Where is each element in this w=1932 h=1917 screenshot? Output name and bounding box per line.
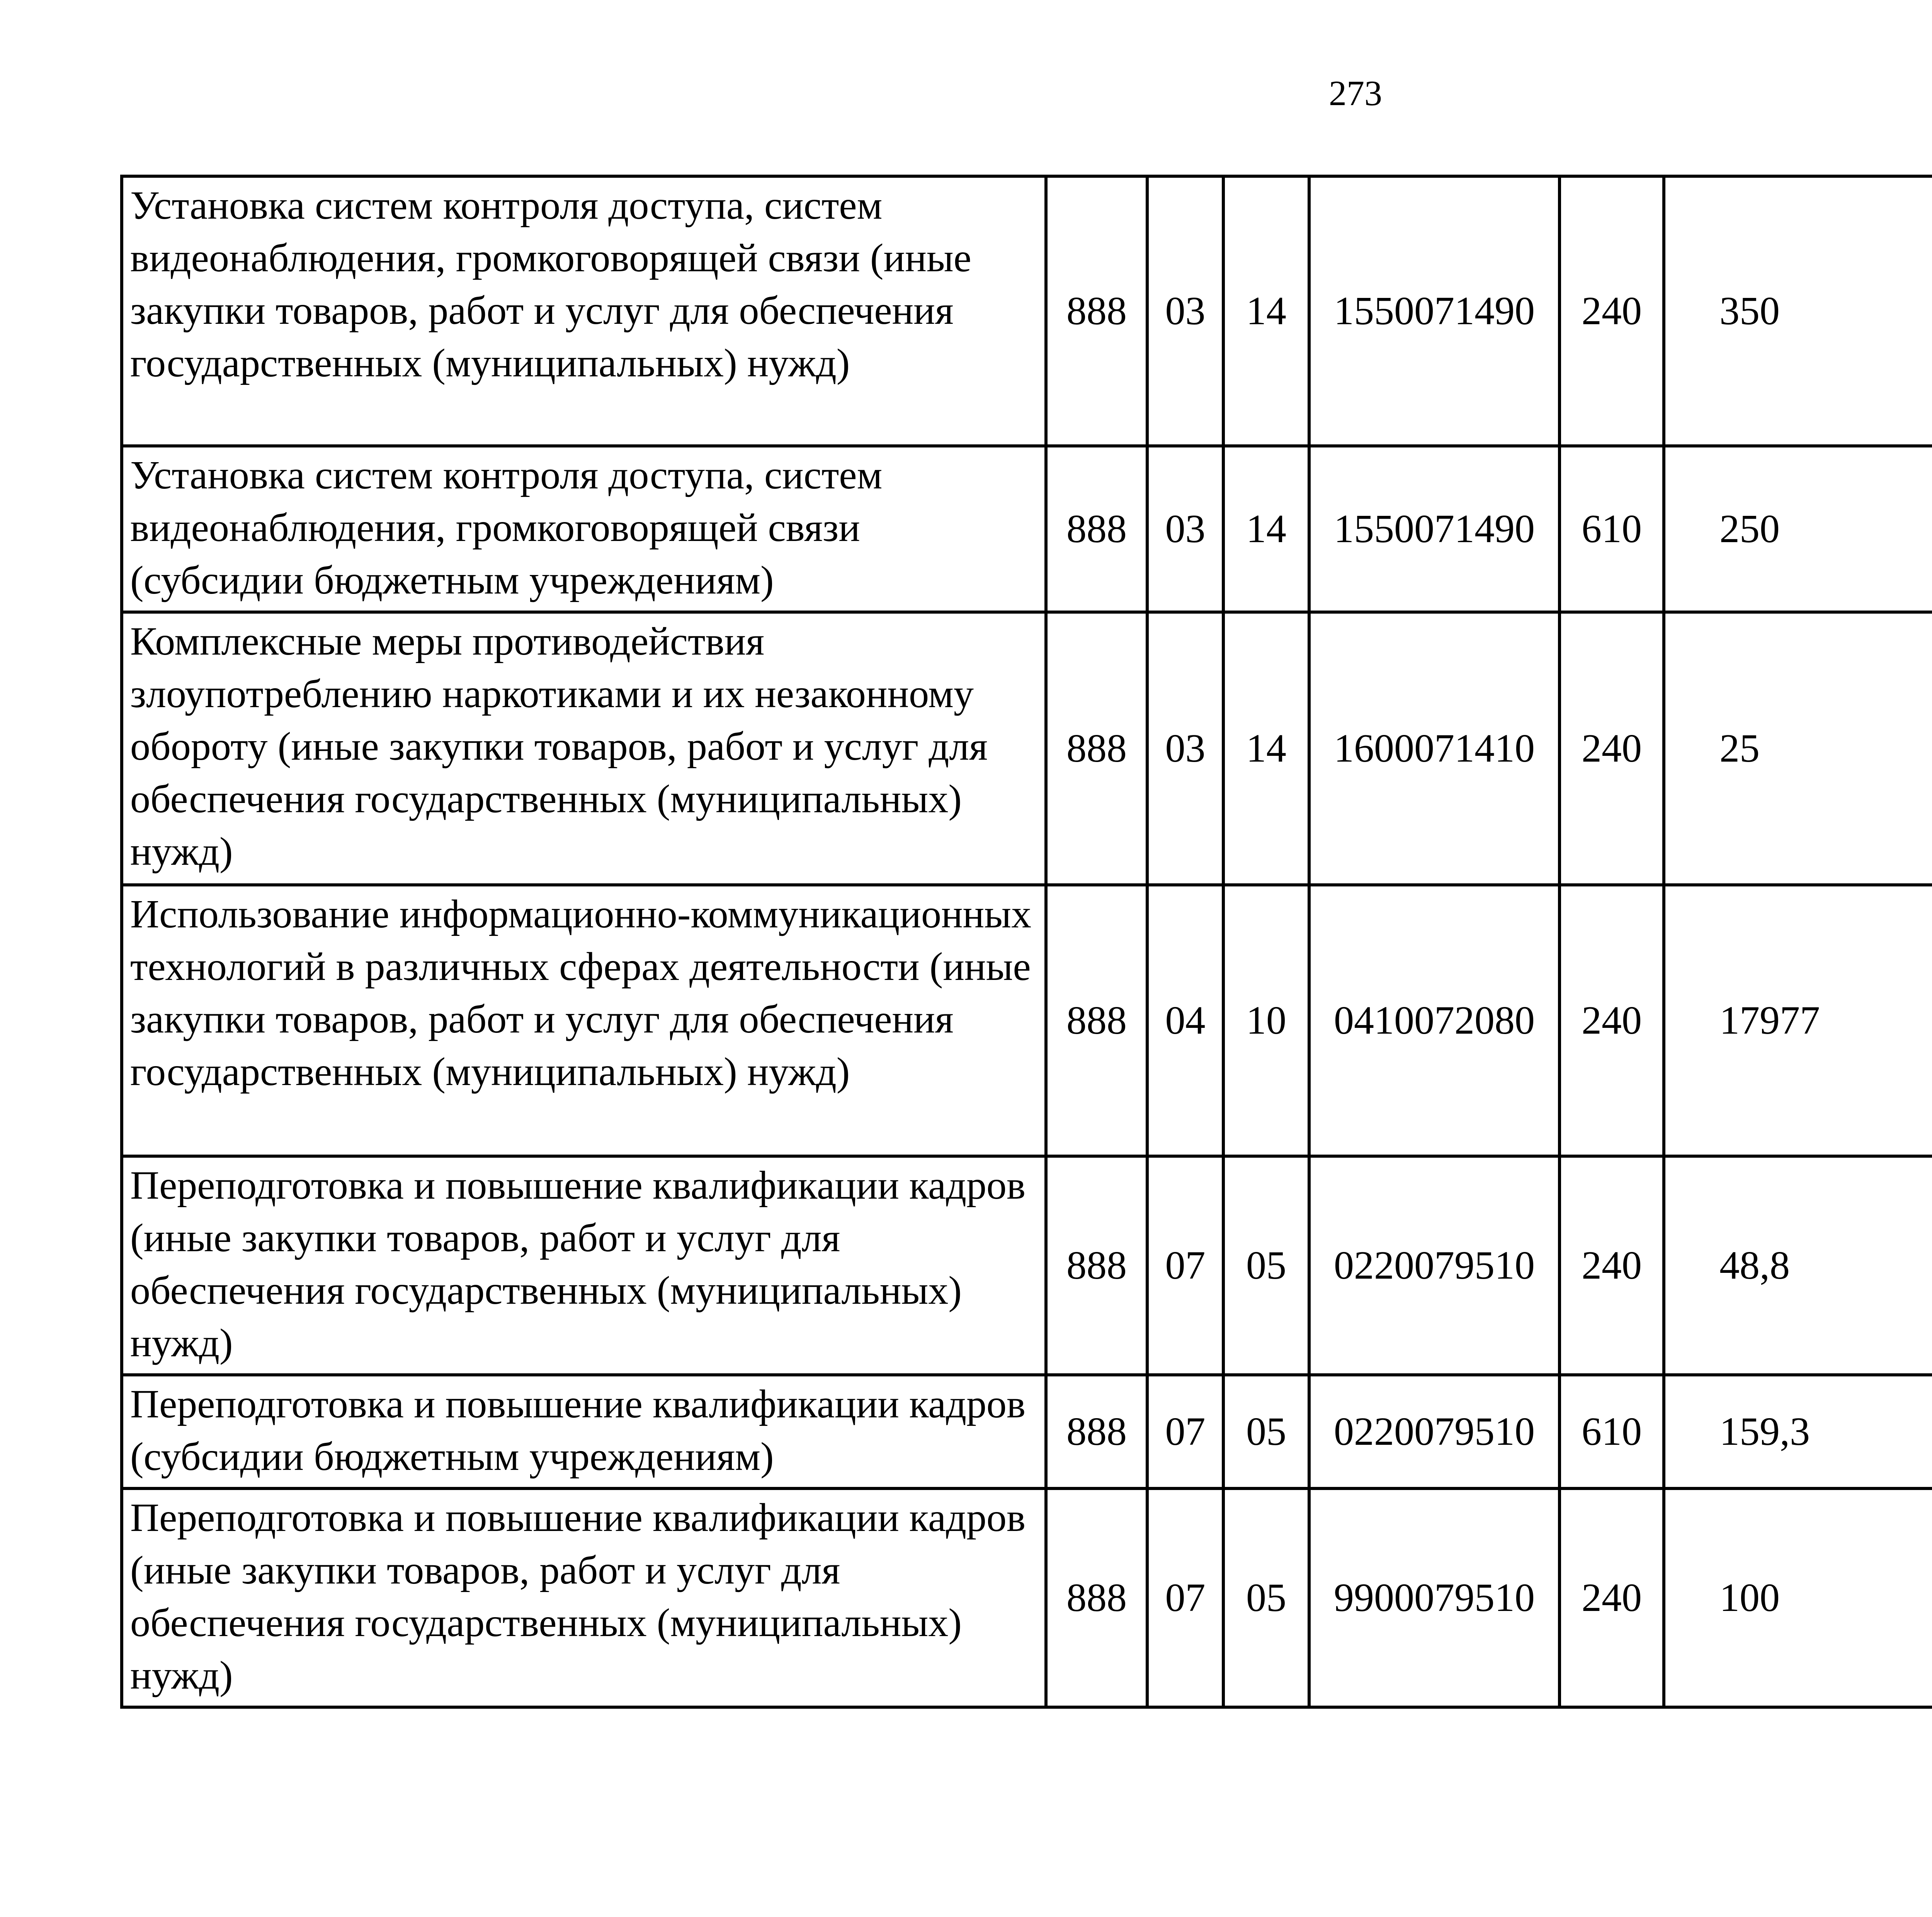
expense-type-code: 240 xyxy=(1560,1156,1664,1375)
expense-type-code: 240 xyxy=(1560,885,1664,1156)
subsection-code: 05 xyxy=(1223,1156,1309,1375)
target-article-code: 9900079510 xyxy=(1309,1488,1560,1707)
ministry-code: 888 xyxy=(1046,1375,1147,1488)
subsection-code: 05 xyxy=(1223,1488,1309,1707)
table-row xyxy=(122,612,1932,885)
table-row xyxy=(122,1488,1932,1707)
amount-year1: 48,8 xyxy=(1664,1156,1932,1375)
subsection-code: 10 xyxy=(1223,885,1309,1156)
amount-year1: 100 xyxy=(1664,1488,1932,1707)
budget-table xyxy=(120,175,1932,1709)
row-description: Установка систем контроля доступа, систем видеонаблюдения, громкоговорящей связи (субсидии бюджетным учреждениям) xyxy=(122,446,1046,612)
section-code: 07 xyxy=(1147,1488,1223,1707)
expense-type-code: 240 xyxy=(1560,176,1664,446)
subsection-code: 14 xyxy=(1223,446,1309,612)
table-row xyxy=(122,176,1932,446)
expense-type-code: 610 xyxy=(1560,1375,1664,1488)
row-description: Установка систем контроля доступа, систем видеонаблюдения, громкоговорящей связи (иные закупки товаров, работ и услуг для обеспечения государственных (муниципальных) нужд) xyxy=(122,176,1046,446)
subsection-code: 14 xyxy=(1223,176,1309,446)
target-article-code: 0220079510 xyxy=(1309,1156,1560,1375)
section-code: 07 xyxy=(1147,1156,1223,1375)
target-article-code: 0410072080 xyxy=(1309,885,1560,1156)
target-article-code: 1550071490 xyxy=(1309,446,1560,612)
ministry-code: 888 xyxy=(1046,1488,1147,1707)
target-article-code: 1550071490 xyxy=(1309,176,1560,446)
section-code: 03 xyxy=(1147,612,1223,885)
section-code: 04 xyxy=(1147,885,1223,1156)
section-code: 03 xyxy=(1147,176,1223,446)
ministry-code: 888 xyxy=(1046,446,1147,612)
row-description: Комплексные меры противодействия злоупотреблению наркотиками и их незаконному обороту (иные закупки товаров, работ и услуг для обеспечения государственных (муниципальных) нужд) xyxy=(122,612,1046,885)
row-description: Использование информационно-коммуникационных технологий в различных сферах деятельности (иные закупки товаров, работ и услуг для обеспечения государственных (муниципальных) нужд) xyxy=(122,885,1046,1156)
subsection-code: 14 xyxy=(1223,612,1309,885)
row-description: Переподготовка и повышение квалификации кадров (иные закупки товаров, работ и услуг для обеспечения государственных (муниципальных) нужд) xyxy=(122,1156,1046,1375)
page-number: 273 xyxy=(1329,73,1382,113)
table-row xyxy=(122,885,1932,1156)
table-row xyxy=(122,1156,1932,1375)
amount-year1: 250 xyxy=(1664,446,1932,612)
target-article-code: 0220079510 xyxy=(1309,1375,1560,1488)
ministry-code: 888 xyxy=(1046,1156,1147,1375)
table-row xyxy=(122,1375,1932,1488)
expense-type-code: 610 xyxy=(1560,446,1664,612)
amount-year1: 25 xyxy=(1664,612,1932,885)
expense-type-code: 240 xyxy=(1560,612,1664,885)
target-article-code: 1600071410 xyxy=(1309,612,1560,885)
ministry-code: 888 xyxy=(1046,612,1147,885)
amount-year1: 350 xyxy=(1664,176,1932,446)
table-row xyxy=(122,446,1932,612)
amount-year1: 17977 xyxy=(1664,885,1932,1156)
section-code: 03 xyxy=(1147,446,1223,612)
expense-type-code: 240 xyxy=(1560,1488,1664,1707)
ministry-code: 888 xyxy=(1046,885,1147,1156)
ministry-code: 888 xyxy=(1046,176,1147,446)
row-description: Переподготовка и повышение квалификации кадров (субсидии бюджетным учреждениям) xyxy=(122,1375,1046,1488)
subsection-code: 05 xyxy=(1223,1375,1309,1488)
amount-year1: 159,3 xyxy=(1664,1375,1932,1488)
row-description: Переподготовка и повышение квалификации кадров (иные закупки товаров, работ и услуг для обеспечения государственных (муниципальных) нужд) xyxy=(122,1488,1046,1707)
section-code: 07 xyxy=(1147,1375,1223,1488)
